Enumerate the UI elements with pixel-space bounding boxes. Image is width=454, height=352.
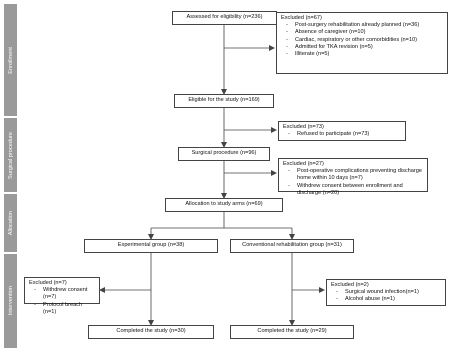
excluded-eligible-item: - Refused to participate (n=73): [297, 131, 401, 138]
allocation-to-study-arms-box: Allocation to study arms (n=69): [165, 198, 283, 212]
surgical-procedure-box: Surgical procedure (n=96): [178, 147, 270, 161]
excluded-experimental-item: - Protocol breach (n=1): [43, 302, 95, 316]
excluded-enrollment-item: - Post-surgery rehabilitation already planned (n=36): [295, 22, 443, 29]
stage-label-enrollment: Enrollment: [4, 4, 17, 116]
excluded-experimental-item: - Withdrew consent (n=7): [43, 287, 95, 301]
excluded-conventional-item: - Surgical wound infection(n=1): [345, 289, 441, 296]
eligible-for-study-box: Eligible for the study (n=169): [174, 94, 274, 108]
excluded-experimental-box: [24, 277, 100, 315]
excluded-surgical-title: Excluded (n=27): [283, 161, 324, 167]
completed-conventional-box: Completed the study (n=29): [230, 325, 354, 339]
excluded-enrollment-item: - Illiterate (n=5): [295, 51, 443, 58]
experimental-group-box: Experimental group (n=38): [84, 239, 218, 253]
conventional-rehabilitation-group-box: Conventional rehabilitation group (n=31): [230, 239, 354, 253]
excluded-surgical-item: - Withdrew consent between enrollment and discharge (n=20): [297, 183, 423, 197]
excluded-experimental-title: Excluded (n=7): [29, 280, 67, 286]
excluded-enrollment-item: - Cardiac, respiratory or other comorbidities (n=10): [295, 37, 443, 44]
stage-label-surgical-procedure: Surgical procedure: [4, 118, 17, 192]
excluded-conventional-item: - Alcohol abuse (n=1): [345, 296, 441, 303]
excluded-enrollment-item: - Absence of caregiver (n=10): [295, 29, 443, 36]
excluded-surgical-item: - Post-operative complications preventing discharge home within 10 days (n=7): [297, 168, 423, 182]
excluded-enrollment-item: - Admitted for TKA revision (n=5): [295, 44, 443, 51]
excluded-eligible-title: Excluded (n=73): [283, 124, 324, 130]
excluded-enrollment-box: [276, 12, 448, 74]
excluded-eligible-box: [278, 121, 406, 141]
stage-label-allocation: Allocation: [4, 194, 17, 252]
assessed-for-eligibility-box: Assessed for eligibility (n=236): [172, 11, 277, 25]
stage-label-intervention: Intervention: [4, 254, 17, 348]
excluded-enrollment-title: Excluded (n=67): [281, 15, 322, 21]
completed-experimental-box: Completed the study (n=30): [88, 325, 214, 339]
excluded-conventional-box: [326, 279, 446, 306]
excluded-conventional-title: Excluded (n=2): [331, 282, 369, 288]
excluded-surgical-box: [278, 158, 428, 196]
